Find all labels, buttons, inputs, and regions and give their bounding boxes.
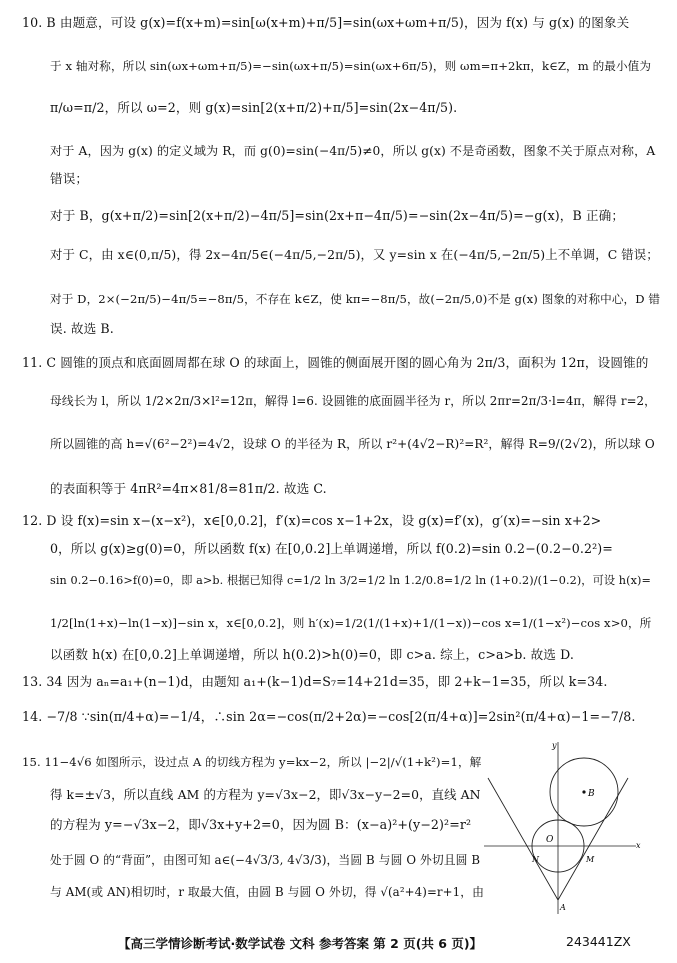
answer-12-line-3: sin 0.2−0.16>f(0)=0，即 a>b. 根据已知得 c=1/2 ln 3/2=1/2 ln 1.2/0.8=1/2 ln (1+0.2)/(1−0.2)，可设 h(x)=	[50, 574, 651, 587]
label-b: B	[588, 789, 595, 799]
label-x: x	[636, 841, 641, 850]
answer-10-line-5: 错误；	[50, 171, 89, 186]
answer-15-line-2: 得 k=±√3，所以直线 AM 的方程为 y=√3x−2，即√3x−y−2=0，直线 AN	[50, 787, 481, 802]
answer-10-line-1: 10. B 由题意，可设 g(x)=f(x+m)=sin[ω(x+m)+π/5]=sin(ωx+ωm+π/5)，因为 f(x) 与 g(x) 的图象关	[22, 15, 630, 30]
answer-10-line-8: 对于 D，2×(−2π/5)−4π/5=−8π/5，不存在 k∈Z，使 kπ=−8π/5，故(−2π/5,0)不是 g(x) 图象的对称中心，D 错	[50, 292, 661, 306]
answer-15-line-4: 处于圆 O 的“背面”，由图可知 a∈(−4√3/3, 4√3/3)，当圆 B 与圆 O 外切且圆 B	[50, 853, 481, 867]
answer-10-line-2: 于 x 轴对称，所以 sin(ωx+ωm+π/5)=−sin(ωx+π/5)=sin(ωx+6π/5)，则 ωm=π+2kπ，k∈Z，m 的最小值为	[50, 59, 652, 73]
answer-15-line-5: 与 AM(或 AN)相切时，r 取最大值，由圆 B 与圆 O 外切，得 √(a²+4)=r+1，由	[50, 885, 485, 899]
answer-10-line-6: 对于 B，g(x+π/2)=sin[2(x+π/2)−4π/5]=sin(2x+π−4π/5)=−sin(2x−4π/5)=−g(x)，B 正确；	[50, 208, 625, 223]
answer-12-line-5: 以函数 h(x) 在[0,0.2]上单调递增，所以 h(0.2)>h(0)=0，即 c>a. 综上，c>a>b. 故选 D.	[50, 647, 574, 662]
answer-11-line-1: 11. C 圆锥的顶点和底面圆周都在球 O 的球面上，圆锥的侧面展开图的圆心角为 2π/3，面积为 12π，设圆锥的	[22, 355, 649, 370]
answer-12-line-1: 12. D 设 f(x)=sin x−(x−x²)，x∈[0,0.2]，f′(x)=cos x−1+2x，设 g(x)=f′(x)，g′(x)=−sin x+2>	[22, 513, 602, 528]
answer-14-line-1: 14. −7/8 ∵sin(π/4+α)=−1/4，∴sin 2α=−cos(π/2+2α)=−cos[2(π/4+α)]=2sin²(π/4+α)−1=−7/8.	[22, 709, 636, 724]
label-n: N	[532, 855, 539, 864]
answer-11-line-4: 的表面积等于 4πR²=4π×81/8=81π/2. 故选 C.	[50, 481, 327, 496]
answer-12-line-2: 0，所以 g(x)≥g(0)=0，所以函数 f(x) 在[0,0.2]上单调递增，所以 f(0.2)=sin 0.2−(0.2−0.2²)=	[50, 541, 613, 556]
answer-10-line-7: 对于 C，由 x∈(0,π/5)，得 2x−4π/5∈(−4π/5,−2π/5)，又 y=sin x 在(−4π/5,−2π/5)上不单调，C 错误；	[50, 247, 659, 262]
footer-text: 【高三学情诊断考试·数学试卷 文科 参考答案 第 2 页(共 6 页)】	[118, 936, 483, 951]
answer-11-line-2: 母线长为 l，所以 1/2×2π/3×l²=12π，解得 l=6. 设圆锥的底面圆半径为 r，所以 2πr=2π/3·l=4π，解得 r=2，	[50, 394, 657, 408]
footer-code: 243441ZX	[566, 934, 631, 949]
answer-13-line-1: 13. 34 因为 aₙ=a₁+(n−1)d，由题知 a₁+(k−1)d=S₇=14+21d=35，即 2+k−1=35，所以 k=34.	[22, 674, 608, 689]
answer-10-line-4: 对于 A，因为 g(x) 的定义域为 R，而 g(0)=sin(−4π/5)≠0，所以 g(x) 不是奇函数，图象不关于原点对称，A	[50, 144, 656, 158]
answer-10-line-3: π/ω=π/2，所以 ω=2，则 g(x)=sin[2(x+π/2)+π/5]=sin(2x−4π/5).	[50, 100, 458, 115]
answer-12-line-4: 1/2[ln(1+x)−ln(1−x)]−sin x，x∈[0,0.2]，则 h′(x)=1/2(1/(1+x)+1/(1−x))−cos x=1/(1−x²)−cos x>0，所	[50, 616, 652, 630]
answer-15-line-3: 的方程为 y=−√3x−2，即√3x+y+2=0，因为圆 B：(x−a)²+(y−2)²=r²	[50, 817, 472, 832]
label-a: A	[560, 903, 566, 912]
answer-10-line-9: 误. 故选 B.	[50, 321, 114, 336]
label-m: M	[586, 855, 595, 864]
center-b-dot	[582, 790, 585, 793]
label-y: y	[552, 741, 557, 750]
answer-15-line-1: 15. 11−4√6 如图所示，设过点 A 的切线方程为 y=kx−2，所以 |−2|/√(1+k²)=1，解	[22, 755, 482, 769]
label-o: O	[546, 835, 554, 845]
tangent-circles-figure	[484, 738, 644, 918]
answer-11-line-3: 所以圆锥的高 h=√(6²−2²)=4√2，设球 O 的半径为 R，所以 r²+(4√2−R)²=R²，解得 R=9/(2√2)，所以球 O	[50, 437, 655, 451]
